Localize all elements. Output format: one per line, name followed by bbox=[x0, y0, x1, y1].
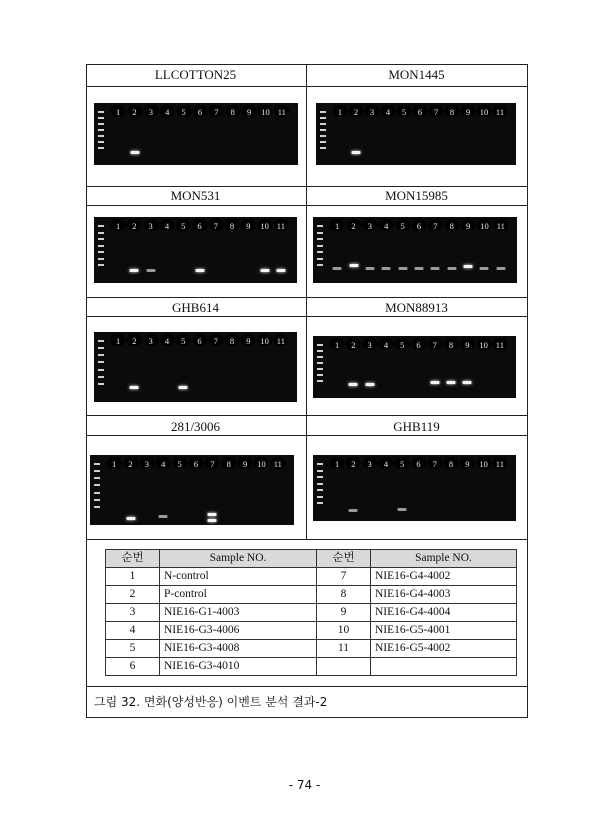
dna-band bbox=[464, 265, 473, 268]
cell-seq: 6 bbox=[106, 658, 160, 676]
lane-number: 1 bbox=[335, 340, 340, 350]
dna-band bbox=[260, 269, 269, 272]
ladder-mark bbox=[98, 369, 104, 371]
divider bbox=[87, 205, 527, 206]
lane-number: 2 bbox=[132, 221, 137, 231]
ladder-mark bbox=[320, 135, 326, 137]
gel-image-281-3006 bbox=[90, 455, 294, 525]
ladder-mark bbox=[320, 129, 326, 131]
figure-caption: 그림 32. 면화(양성반응) 이벤트 분석 결과-2 bbox=[94, 695, 328, 709]
lane-number: 3 bbox=[148, 107, 154, 117]
lane-number: 6 bbox=[197, 221, 202, 231]
dna-band bbox=[276, 269, 285, 272]
dna-band bbox=[130, 269, 139, 272]
cell-sample: NIE16-G4-4004 bbox=[371, 604, 517, 622]
ladder-mark bbox=[317, 245, 323, 247]
lane-number: 11 bbox=[276, 221, 285, 231]
ladder-mark bbox=[317, 489, 323, 491]
dna-band bbox=[365, 383, 374, 386]
lane-number: 10 bbox=[261, 107, 270, 117]
lane-number: 7 bbox=[433, 107, 439, 117]
divider bbox=[87, 686, 527, 687]
ladder-mark bbox=[98, 258, 104, 260]
gel-image-mon15985 bbox=[313, 217, 517, 283]
dna-band bbox=[447, 381, 456, 384]
ladder-mark bbox=[94, 470, 100, 472]
cell-seq: 2 bbox=[106, 586, 160, 604]
table-row bbox=[106, 604, 517, 622]
lane-number: 6 bbox=[416, 459, 421, 469]
ladder-mark bbox=[98, 232, 104, 234]
dna-band bbox=[349, 264, 358, 267]
cell-seq: 11 bbox=[317, 640, 371, 658]
ladder-mark bbox=[94, 477, 100, 479]
cell-seq: 8 bbox=[317, 586, 371, 604]
lane-number: 4 bbox=[164, 221, 170, 231]
divider bbox=[87, 86, 527, 87]
dna-band bbox=[398, 508, 407, 511]
header-sample: Sample NO. bbox=[371, 550, 517, 568]
lane-number: 7 bbox=[210, 459, 215, 469]
cell-seq: 5 bbox=[106, 640, 160, 658]
divider bbox=[87, 186, 527, 187]
lane-number: 4 bbox=[383, 459, 389, 469]
lane-number: 11 bbox=[496, 221, 505, 231]
lane-number: 5 bbox=[400, 459, 405, 469]
ladder-mark bbox=[98, 225, 104, 227]
lane-number: 6 bbox=[197, 107, 203, 117]
cell-sample: N-control bbox=[160, 568, 317, 586]
lane-number: 3 bbox=[144, 459, 150, 469]
lane-number: 8 bbox=[449, 221, 454, 231]
lane-number: 11 bbox=[273, 459, 282, 469]
lane-number: 11 bbox=[277, 107, 286, 117]
lane-number: 10 bbox=[479, 340, 488, 350]
lane-number: 9 bbox=[465, 459, 470, 469]
lane-number: 2 bbox=[351, 459, 356, 469]
table-row bbox=[106, 568, 517, 586]
lane-number: 1 bbox=[337, 107, 343, 117]
lane-number: 9 bbox=[246, 221, 251, 231]
ladder-mark bbox=[317, 463, 323, 465]
lane-number: 7 bbox=[433, 221, 438, 231]
lane-number: 5 bbox=[400, 221, 405, 231]
gel-image-mon531 bbox=[94, 217, 297, 283]
dna-band bbox=[146, 269, 155, 272]
table-row bbox=[106, 586, 517, 604]
cell-seq: 1 bbox=[106, 568, 160, 586]
ladder-mark bbox=[317, 350, 323, 352]
lane-number: 10 bbox=[260, 336, 269, 346]
lane-number: 4 bbox=[161, 459, 166, 469]
ladder-mark bbox=[320, 123, 326, 125]
lane-number: 5 bbox=[177, 459, 182, 469]
lane-number: 7 bbox=[213, 221, 218, 231]
sample-table bbox=[105, 549, 517, 676]
dna-band bbox=[415, 267, 424, 270]
header-sample: Sample NO. bbox=[160, 550, 317, 568]
lane-number: 1 bbox=[335, 221, 340, 231]
ladder-mark bbox=[98, 141, 104, 143]
ladder-mark bbox=[98, 117, 104, 119]
ladder-mark bbox=[317, 232, 323, 234]
lane-number: 8 bbox=[226, 459, 231, 469]
ladder-mark bbox=[317, 344, 323, 346]
dna-band bbox=[208, 513, 217, 516]
panel-title-281-3006: 281/3006 bbox=[170, 419, 221, 434]
divider bbox=[87, 435, 527, 436]
lane-number: 8 bbox=[229, 336, 235, 346]
cell-sample: NIE16-G4-4002 bbox=[371, 568, 517, 586]
ladder-mark bbox=[317, 225, 323, 227]
divider bbox=[87, 539, 527, 540]
panel-title-mon15985: MON15985 bbox=[385, 188, 448, 203]
gel-image-ghb614 bbox=[94, 332, 297, 402]
ladder-mark bbox=[317, 238, 323, 240]
lane-number: 11 bbox=[495, 340, 504, 350]
cell-seq: 4 bbox=[106, 622, 160, 640]
cell-sample: P-control bbox=[160, 586, 317, 604]
dna-band bbox=[430, 381, 439, 384]
ladder-mark bbox=[98, 238, 104, 240]
lane-number: 10 bbox=[479, 107, 489, 117]
dna-band bbox=[431, 267, 440, 270]
lane-number: 5 bbox=[181, 336, 186, 346]
lane-number: 3 bbox=[367, 459, 372, 469]
lane-number: 7 bbox=[213, 336, 218, 346]
ladder-mark bbox=[98, 147, 104, 149]
ladder-mark bbox=[317, 496, 323, 498]
ladder-mark bbox=[94, 463, 100, 465]
lane-number: 6 bbox=[193, 459, 199, 469]
panel-title-mon1445: MON1445 bbox=[388, 67, 445, 82]
ladder-mark bbox=[98, 376, 104, 378]
lane-number: 9 bbox=[246, 336, 251, 346]
lane-number: 3 bbox=[148, 221, 153, 231]
dna-band bbox=[179, 386, 188, 389]
lane-number: 8 bbox=[229, 221, 235, 231]
ladder-mark bbox=[317, 374, 323, 376]
lane-number: 1 bbox=[116, 221, 121, 231]
lane-number: 7 bbox=[432, 459, 437, 469]
lane-number: 2 bbox=[351, 340, 356, 350]
lane-number: 3 bbox=[367, 221, 373, 231]
ladder-mark bbox=[320, 111, 326, 113]
dna-band bbox=[195, 269, 204, 272]
lane-number: 2 bbox=[132, 336, 137, 346]
ladder-mark bbox=[94, 492, 100, 494]
gel-image-mon1445 bbox=[316, 103, 516, 165]
gel-image-ghb119 bbox=[313, 455, 516, 521]
cell-sample: NIE16-G4-4003 bbox=[371, 586, 517, 604]
dna-band bbox=[349, 509, 358, 512]
dna-band bbox=[382, 267, 391, 270]
cell-seq: 10 bbox=[317, 622, 371, 640]
cell-seq: 9 bbox=[317, 604, 371, 622]
lane-number: 4 bbox=[164, 336, 170, 346]
dna-band bbox=[398, 267, 407, 270]
ladder-mark bbox=[98, 245, 104, 247]
ladder-mark bbox=[94, 499, 100, 501]
lane-number: 7 bbox=[432, 340, 437, 350]
lane-number: 10 bbox=[257, 459, 266, 469]
cell-seq: 7 bbox=[317, 568, 371, 586]
cell-seq bbox=[317, 658, 371, 676]
lane-number: 8 bbox=[449, 107, 455, 117]
dna-band bbox=[159, 515, 168, 518]
lane-number: 1 bbox=[335, 459, 340, 469]
dna-band bbox=[130, 151, 139, 154]
lane-number: 8 bbox=[448, 459, 454, 469]
lane-number: 4 bbox=[385, 107, 391, 117]
ladder-mark bbox=[98, 264, 104, 266]
ladder-mark bbox=[98, 347, 104, 349]
gel-image-llcotton25 bbox=[94, 103, 298, 165]
ladder-mark bbox=[317, 264, 323, 266]
ladder-mark bbox=[98, 361, 104, 363]
dna-band bbox=[365, 267, 374, 270]
ladder-mark bbox=[317, 368, 323, 370]
lane-number: 9 bbox=[465, 340, 470, 350]
lane-number: 2 bbox=[353, 107, 359, 117]
lane-number: 10 bbox=[260, 221, 269, 231]
lane-number: 1 bbox=[112, 459, 117, 469]
ladder-mark bbox=[98, 340, 104, 342]
lane-number: 3 bbox=[367, 340, 372, 350]
table-row bbox=[106, 622, 517, 640]
ladder-mark bbox=[317, 362, 323, 364]
panel-title-llcotton25: LLCOTTON25 bbox=[154, 67, 237, 82]
cell-sample: NIE16-G1-4003 bbox=[160, 604, 317, 622]
lane-number: 9 bbox=[465, 107, 471, 117]
lane-number: 6 bbox=[417, 107, 423, 117]
cell-sample: NIE16-G5-4001 bbox=[371, 622, 517, 640]
ladder-mark bbox=[320, 117, 326, 119]
lane-number: 3 bbox=[369, 107, 375, 117]
lane-number: 7 bbox=[214, 107, 219, 117]
lane-number: 4 bbox=[383, 340, 389, 350]
panel-title-mon88913: MON88913 bbox=[385, 300, 448, 315]
lane-number: 6 bbox=[416, 221, 422, 231]
dna-band bbox=[333, 267, 342, 270]
lane-number: 2 bbox=[128, 459, 133, 469]
dna-band bbox=[130, 386, 139, 389]
table-header-row bbox=[106, 550, 517, 568]
panel-title-ghb119: GHB119 bbox=[393, 419, 440, 434]
dna-band bbox=[496, 267, 505, 270]
divider bbox=[87, 316, 527, 317]
lane-number: 1 bbox=[116, 336, 121, 346]
table-row bbox=[106, 658, 517, 676]
lane-number: 9 bbox=[465, 221, 471, 231]
dna-band bbox=[208, 519, 217, 522]
ladder-mark bbox=[317, 251, 323, 253]
header-seq: 순번 bbox=[106, 550, 160, 568]
ladder-mark bbox=[317, 380, 323, 382]
cell-sample: NIE16-G3-4008 bbox=[160, 640, 317, 658]
cell-sample: NIE16-G3-4010 bbox=[160, 658, 317, 676]
page-number: - 74 - bbox=[288, 778, 321, 792]
ladder-mark bbox=[98, 129, 104, 131]
ladder-mark bbox=[317, 470, 323, 472]
ladder-mark bbox=[317, 258, 323, 260]
lane-number: 5 bbox=[401, 107, 407, 117]
ladder-mark bbox=[94, 506, 100, 508]
cell-sample: NIE16-G3-4006 bbox=[160, 622, 317, 640]
lane-number: 10 bbox=[479, 459, 488, 469]
lane-number: 4 bbox=[165, 107, 170, 117]
ladder-mark bbox=[98, 354, 104, 356]
lane-number: 4 bbox=[384, 221, 389, 231]
lane-number: 5 bbox=[181, 221, 186, 231]
table-row bbox=[106, 640, 517, 658]
ladder-mark bbox=[98, 383, 104, 385]
lane-number: 11 bbox=[495, 107, 505, 117]
ladder-mark bbox=[320, 147, 326, 149]
lane-number: 6 bbox=[197, 336, 202, 346]
ladder-mark bbox=[94, 484, 100, 486]
lane-number: 10 bbox=[480, 221, 489, 231]
panel-title-mon531: MON531 bbox=[170, 188, 221, 203]
lane-number: 11 bbox=[495, 459, 504, 469]
lane-number: 9 bbox=[242, 459, 248, 469]
lane-number: 6 bbox=[416, 340, 421, 350]
lane-number: 1 bbox=[116, 107, 121, 117]
ladder-mark bbox=[98, 135, 104, 137]
cell-sample bbox=[371, 658, 517, 676]
panel-title-ghb614: GHB614 bbox=[172, 300, 219, 315]
cell-seq: 3 bbox=[106, 604, 160, 622]
ladder-mark bbox=[98, 111, 104, 113]
dna-band bbox=[480, 267, 489, 270]
dna-band bbox=[463, 381, 472, 384]
dna-band bbox=[447, 267, 456, 270]
lane-number: 8 bbox=[230, 107, 235, 117]
ladder-mark bbox=[317, 483, 323, 485]
ladder-mark bbox=[320, 141, 326, 143]
divider bbox=[87, 297, 527, 298]
lane-number: 8 bbox=[448, 340, 454, 350]
ladder-mark bbox=[317, 356, 323, 358]
lane-number: 5 bbox=[181, 107, 186, 117]
lane-number: 2 bbox=[132, 107, 137, 117]
dna-band bbox=[126, 517, 135, 520]
dna-band bbox=[352, 151, 361, 154]
dna-band bbox=[349, 383, 358, 386]
divider bbox=[87, 415, 527, 416]
lane-number: 5 bbox=[400, 340, 405, 350]
lane-number: 9 bbox=[246, 107, 252, 117]
ladder-mark bbox=[317, 502, 323, 504]
ladder-mark bbox=[98, 123, 104, 125]
header-seq: 순번 bbox=[317, 550, 371, 568]
gel-image-mon88913 bbox=[313, 336, 516, 398]
ladder-mark bbox=[317, 476, 323, 478]
lane-number: 11 bbox=[276, 336, 285, 346]
lane-number: 2 bbox=[351, 221, 356, 231]
cell-sample: NIE16-G5-4002 bbox=[371, 640, 517, 658]
lane-number: 3 bbox=[148, 336, 153, 346]
ladder-mark bbox=[98, 251, 104, 253]
